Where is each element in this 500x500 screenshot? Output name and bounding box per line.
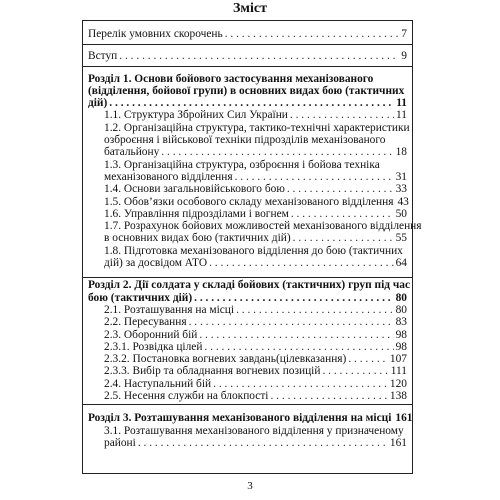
toc-entry[interactable] <box>104 329 407 341</box>
toc-page-number: 43 <box>397 195 409 208</box>
toc-entry-text: 3.1. Розташування механізованого відділення у призначеному <box>104 424 404 437</box>
toc-page-number: 11 <box>396 109 407 122</box>
dot-leader <box>213 378 388 390</box>
toc-entry-text: 2.3.2. Постановка вогневих завдань(цілевказання) <box>104 353 347 366</box>
toc-entry-text: 2.3.1. Розвідка цілей <box>104 340 203 353</box>
toc-page-number: 138 <box>389 390 407 403</box>
dot-leader <box>199 329 393 341</box>
toc-entry-text: 1.5. Обов’язки особового складу механізованого відділення <box>104 195 394 208</box>
dot-leader <box>189 316 394 328</box>
toc-page-number: 50 <box>395 207 407 220</box>
toc-page-number: 161 <box>389 436 407 449</box>
toc-entry-text: районі <box>104 436 136 449</box>
dot-leader <box>322 365 388 377</box>
toc-entry[interactable] <box>104 208 407 220</box>
toc-entry-text: батальйону <box>104 146 160 159</box>
toc-entry-text: 2.5. Несення служби на блокпості <box>104 390 269 403</box>
toc-page-number: 33 <box>395 183 407 196</box>
dot-leader <box>109 97 394 109</box>
toc-page-number: 11 <box>396 97 407 110</box>
dot-leader <box>270 390 387 402</box>
toc-entry[interactable] <box>104 109 407 121</box>
toc-page-number: 120 <box>389 377 407 390</box>
toc-entry[interactable] <box>104 196 407 208</box>
dot-leader <box>204 341 393 353</box>
dot-leader <box>225 28 400 40</box>
dot-leader <box>194 292 393 304</box>
toc-entry[interactable] <box>104 390 407 402</box>
toc-page-number: 98 <box>395 328 407 341</box>
toc-entry-text: 1.1. Структура Збройних Сил України <box>104 109 288 122</box>
toc-entry-text: Розділ 2. Дії солдата у складі бойових (тактичних) груп під час <box>88 279 411 292</box>
dot-leader <box>161 146 393 158</box>
toc-entry-text: дій) за досвідом АТО <box>104 257 208 270</box>
dot-leader <box>119 50 399 62</box>
toc-entry-text: 1.2. Організаційна структура, тактико-технічні характеристики <box>104 121 410 134</box>
toc-entry[interactable] <box>88 50 407 62</box>
toc-entry-text: 2.1. Розташування на місці <box>104 303 235 316</box>
toc-entry-text: Вступ <box>88 50 118 63</box>
dot-leader <box>138 437 388 449</box>
dot-leader <box>291 208 394 220</box>
toc-entry[interactable] <box>88 73 407 110</box>
toc-page-number: 9 <box>401 50 407 63</box>
toc-page-number: 31 <box>395 170 407 183</box>
toc-page-number: 7 <box>401 28 407 40</box>
dot-leader <box>236 304 394 316</box>
toc-entry-text: 2.3. Оборонний бій <box>104 328 198 341</box>
toc-entry-text: 1.6. Управління підрозділами і вогнем <box>104 207 289 220</box>
toc-entry[interactable] <box>104 353 407 365</box>
page-title: Зміст <box>233 1 267 16</box>
toc-entry[interactable] <box>104 425 407 450</box>
toc-entry-text: 2.2. Пересування <box>104 316 187 329</box>
toc-entry-text: озброєння і військової техніки підрозділів механізованого <box>104 134 386 147</box>
toc-page-number: 64 <box>395 257 407 270</box>
toc-entry-text: бою (тактичних дій) <box>88 291 193 304</box>
toc-page-number: 111 <box>390 365 407 378</box>
toc-page-number: 98 <box>395 340 407 353</box>
dot-leader <box>287 183 394 195</box>
toc-page-number: 80 <box>395 303 407 316</box>
toc-entry[interactable] <box>104 365 407 377</box>
toc-entry-text: механізованого відділення <box>104 170 233 183</box>
dot-leader <box>348 353 388 365</box>
toc-entry-text: 1.4. Основи загальновійськового бою <box>104 183 285 196</box>
toc-entry[interactable] <box>104 378 407 390</box>
toc-entry[interactable] <box>104 341 407 353</box>
toc-entry-text: Розділ 1. Основи бойового застосування механізованого <box>88 72 374 85</box>
toc-page-number: 18 <box>395 146 407 159</box>
toc-entry-text: (відділення, бойової групи) в основних видах бою (тактичних <box>88 84 405 97</box>
toc-page-number: 107 <box>389 353 407 366</box>
toc-entry-text: 1.8. Підготовка механізованого відділення до бою (тактичних <box>104 244 403 257</box>
toc-entry[interactable] <box>104 316 407 328</box>
toc-entry[interactable] <box>104 121 410 159</box>
dot-leader <box>209 257 394 269</box>
toc-entry[interactable] <box>88 28 407 40</box>
toc-entry-text: Розділ 3. Розташування механізованого відділення на місці <box>88 412 392 425</box>
dot-leader <box>290 109 394 121</box>
toc-entry[interactable] <box>104 220 422 245</box>
toc-entry-text: Перелік умовних скорочень <box>88 28 223 40</box>
toc-entry[interactable] <box>104 159 407 184</box>
toc-entry[interactable] <box>104 304 407 316</box>
dot-leader <box>293 232 394 244</box>
toc-page-number: 55 <box>395 232 407 245</box>
toc-entry-text: 2.4. Наступальний бій <box>104 377 212 390</box>
toc-entry-text: дій) <box>88 97 108 110</box>
toc-entry-text: в основних видах бою (тактичних дій) <box>104 232 291 245</box>
table-of-contents <box>88 25 422 449</box>
toc-page-number: 80 <box>395 291 407 304</box>
toc-page-number: 83 <box>395 316 407 329</box>
toc-entry-text: 2.3.3. Вибір та обладнання вогневих позицій <box>104 365 321 378</box>
toc-entry[interactable] <box>104 183 407 195</box>
toc-page-number: 161 <box>395 412 413 425</box>
toc-entry[interactable] <box>88 412 413 425</box>
dot-leader <box>235 171 394 183</box>
toc-entry-text: 1.7. Розрахунок бойових можливостей механізованого відділення <box>104 220 422 233</box>
page-number: 3 <box>247 480 253 492</box>
toc-entry[interactable] <box>104 245 407 270</box>
toc-entry-text: 1.3. Організаційна структура, озброєння і бойова техніка <box>104 158 380 171</box>
toc-entry[interactable] <box>88 279 411 304</box>
